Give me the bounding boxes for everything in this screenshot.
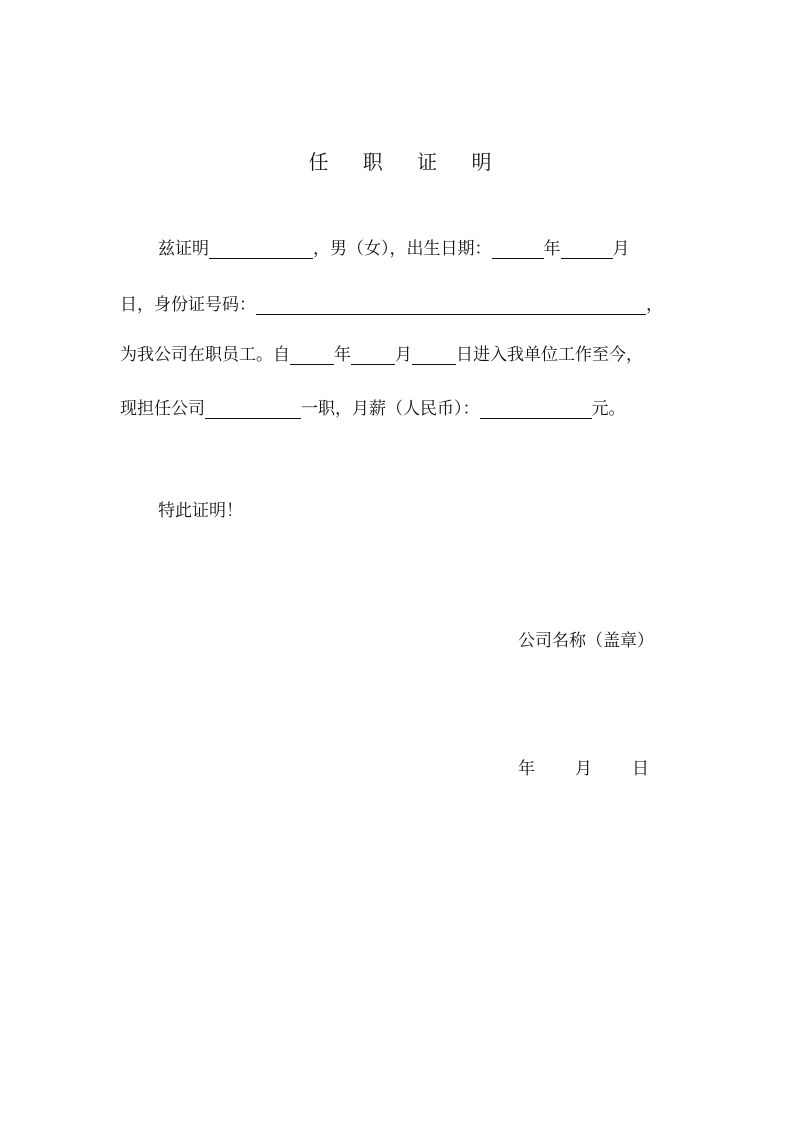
paragraph-line-1 <box>158 236 630 262</box>
date-year: 年 <box>518 759 535 779</box>
paragraph-line-4 <box>120 396 626 422</box>
company-signature: 公司名称（盖章） <box>518 631 654 651</box>
birth-month-blank[interactable] <box>561 238 613 259</box>
date-day: 日 <box>632 759 649 779</box>
line3-text-d: 日进入我单位工作至今， <box>456 345 643 365</box>
line3-text-c: 月 <box>395 345 412 365</box>
paragraph-line-3 <box>120 342 643 368</box>
paragraph-line-2 <box>120 292 663 318</box>
salary-blank[interactable] <box>480 398 592 419</box>
birth-year-blank[interactable] <box>492 238 544 259</box>
line1-text-c: 年 <box>543 239 561 259</box>
line2-text-a: 日，身份证号码： <box>120 295 256 315</box>
line1-text-b: ，男（女），出生日期： <box>313 239 492 259</box>
closing-line: 特此证明！ <box>158 501 243 521</box>
date-month: 月 <box>575 759 592 779</box>
id-number-blank[interactable] <box>256 294 646 315</box>
document-title: 任 职 证 明 <box>308 150 506 174</box>
start-month-blank[interactable] <box>351 344 395 365</box>
line4-text-c: 元。 <box>591 399 626 419</box>
line4-text-b: 一职，月薪（人民币）： <box>301 399 480 419</box>
position-blank[interactable] <box>205 398 301 419</box>
line2-text-b: ， <box>646 295 663 315</box>
line1-text-d: 月 <box>612 239 630 259</box>
name-blank[interactable] <box>209 238 313 259</box>
line1-text-a: 兹证明 <box>158 239 209 259</box>
line3-text-a: 为我公司在职员工。自 <box>120 345 290 365</box>
line4-text-a: 现担任公司 <box>120 399 205 419</box>
start-day-blank[interactable] <box>412 344 456 365</box>
signature-date <box>518 756 649 782</box>
start-year-blank[interactable] <box>290 344 334 365</box>
line3-text-b: 年 <box>334 345 351 365</box>
